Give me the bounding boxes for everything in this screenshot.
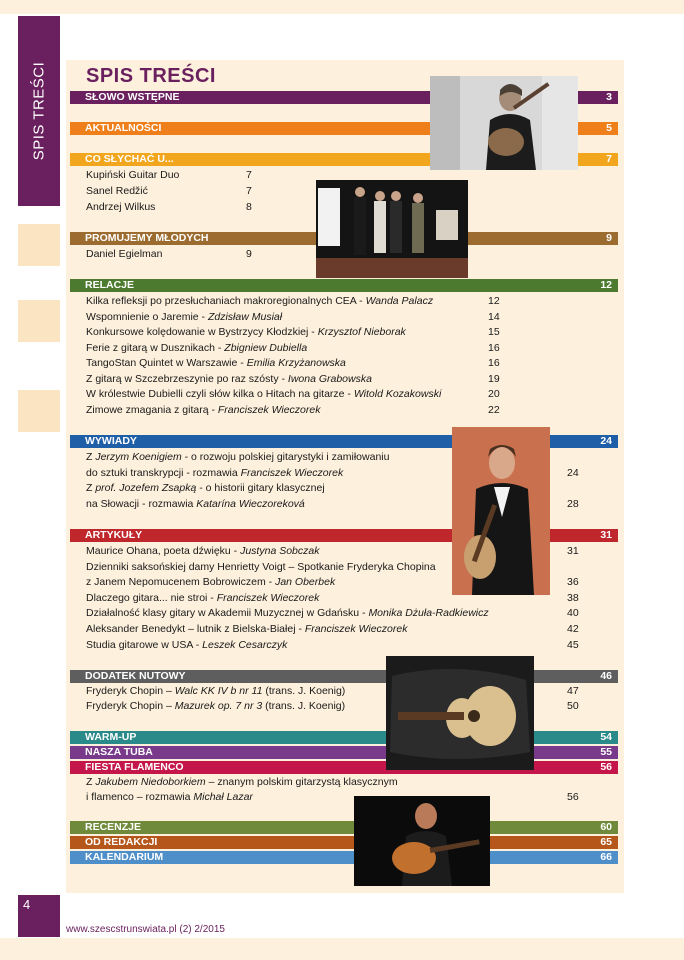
item-page: 40 — [567, 607, 579, 619]
list-item[interactable]: Studia gitarowe w USA - Leszek Cesarczyk — [86, 639, 288, 651]
list-item[interactable]: Sanel Redžić — [86, 185, 148, 197]
list-item[interactable]: Dlaczego gitara... nie stroi - Franciszek Wieczorek — [86, 592, 320, 604]
item-page: 16 — [488, 342, 500, 354]
section-bar-aktualnosci[interactable]: AKTUALNOŚCI 5 — [70, 122, 618, 135]
list-item[interactable]: Aleksander Benedykt – lutnik z Bielska-Białej - Franciszek Wieczorek — [86, 623, 408, 635]
list-item[interactable]: Działalność klasy gitary w Akademii Muzycznej w Gdańsku - Monika Dżuła-Radkiewicz — [86, 607, 489, 619]
item-page: 16 — [488, 357, 500, 369]
section-bar-nasza-tuba[interactable]: NASZA TUBA 55 — [70, 746, 618, 759]
side-decor-box — [18, 390, 60, 432]
section-bar-warm-up[interactable]: WARM-UP 54 — [70, 731, 618, 744]
side-tab-label: SPIS TREŚCI — [30, 61, 48, 161]
list-item[interactable]: z Janem Nepomucenem Bobrowiczem - Jan Oberbek — [86, 576, 336, 588]
list-item[interactable]: Z gitarą w Szczebrzeszynie po raz szósty - Iwona Grabowska — [86, 373, 372, 385]
list-item[interactable]: Wspomnienie o Jaremie - Zdzisław Musiał — [86, 311, 283, 323]
list-item[interactable]: Andrzej Wilkus — [86, 201, 156, 213]
section-bar-co-slychac[interactable]: CO SŁYCHAĆ U... 7 — [70, 153, 618, 166]
item-page: 38 — [567, 592, 579, 604]
item-page: 22 — [488, 404, 500, 416]
section-bar-od-redakcji[interactable]: OD REDAKCJI 65 — [70, 836, 618, 849]
item-page: 24 — [567, 467, 579, 479]
group-photo — [316, 180, 468, 278]
list-item[interactable]: Fryderyk Chopin – Mazurek op. 7 nr 3 (trans. J. Koenig) — [86, 700, 346, 712]
list-item[interactable]: i flamenco – rozmawia Michał Lazar — [86, 791, 253, 803]
list-item[interactable]: do sztuki transkrypcji - rozmawia Franciszek Wieczorek — [86, 467, 344, 479]
list-item[interactable]: Zimowe zmagania z gitarą - Franciszek Wieczorek — [86, 404, 321, 416]
item-page: 20 — [488, 388, 500, 400]
item-page: 47 — [567, 685, 579, 697]
list-item[interactable]: na Słowacji - rozmawia Katarína Wieczoreková — [86, 498, 305, 510]
list-item[interactable]: Z Jerzym Koenigiem - o rozwoju polskiej gitarystyki i zamiłowaniu — [86, 451, 390, 463]
side-decor-box — [18, 300, 60, 342]
section-bar-wywiady[interactable]: WYWIADY 24 — [70, 435, 618, 448]
list-item[interactable]: Z prof. Jozefem Zsapką - o historii gitary klasycznej — [86, 482, 325, 494]
item-page: 42 — [567, 623, 579, 635]
item-page: 8 — [246, 201, 252, 213]
item-page: 14 — [488, 311, 500, 323]
list-item[interactable]: Kilka refleksji po przesłuchaniach makroregionalnych CEA - Wanda Palacz — [86, 295, 434, 307]
section-bar-dodatek-nutowy[interactable]: DODATEK NUTOWY 46 — [70, 670, 618, 683]
item-page: 15 — [488, 326, 500, 338]
section-bar-recenzje[interactable]: RECENZJE 60 — [70, 821, 618, 834]
bottom-margin-strip — [0, 938, 684, 960]
section-bar-fiesta-flamenco[interactable]: FIESTA FLAMENCO 56 — [70, 761, 618, 774]
footer-url[interactable]: www.szescstrunswiata.pl (2) 2/2015 — [66, 924, 225, 935]
item-page: 12 — [488, 295, 500, 307]
list-item[interactable]: Konkursowe kolędowanie w Bystrzycy Kłodzkiej - Krzysztof Nieborak — [86, 326, 406, 338]
list-item[interactable]: Dzienniki saksońskiej damy Henrietty Voigt – Spotkanie Fryderyka Chopina — [86, 561, 436, 573]
list-item[interactable]: Fryderyk Chopin – Walc KK IV b nr 11 (trans. J. Koenig) — [86, 685, 346, 697]
list-item[interactable]: Z Jakubem Niedoborkiem – znanym polskim gitarzystą klasycznym — [86, 776, 398, 788]
list-item[interactable]: Ferie z gitarą w Dusznikach - Zbigniew Dubiella — [86, 342, 308, 354]
item-page: 50 — [567, 700, 579, 712]
page-number-box — [18, 895, 60, 937]
side-tab — [18, 16, 60, 206]
item-page: 56 — [567, 791, 579, 803]
section-bar-artykuly[interactable]: ARTYKUŁY 31 — [70, 529, 618, 542]
top-margin-strip — [0, 0, 684, 14]
guitar-case-photo — [386, 656, 534, 770]
section-bar-kalendarium[interactable]: KALENDARIUM 66 — [70, 851, 618, 864]
item-page: 36 — [567, 576, 579, 588]
section-bar-promujemy[interactable]: PROMUJEMY MŁODYCH 9 — [70, 232, 618, 245]
list-item[interactable]: Kupiński Guitar Duo — [86, 169, 180, 181]
item-page: 31 — [567, 545, 579, 557]
guitarist-tuxedo-photo — [452, 427, 550, 595]
item-page: 19 — [488, 373, 500, 385]
page-title: SPIS TREŚCI — [86, 65, 216, 87]
section-bar-slowo-wstepne[interactable]: SŁOWO WSTĘPNE 3 — [70, 91, 618, 104]
section-bar-relacje[interactable]: RELACJE 12 — [70, 279, 618, 292]
guitarist-portrait-photo — [430, 76, 578, 170]
page-number: 4 — [23, 897, 31, 912]
item-page: 28 — [567, 498, 579, 510]
list-item[interactable]: TangoStan Quintet w Warszawie - Emilia Krzyżanowska — [86, 357, 346, 369]
item-page: 45 — [567, 639, 579, 651]
flamenco-guitarist-photo — [354, 796, 490, 886]
item-page: 7 — [246, 169, 252, 181]
list-item[interactable]: Maurice Ohana, poeta dźwięku - Justyna Sobczak — [86, 545, 320, 557]
list-item[interactable]: Daniel Egielman — [86, 248, 163, 260]
list-item[interactable]: W królestwie Dubielli czyli słów kilka o Hitach na gitarze - Witold Kozakowski — [86, 388, 442, 400]
side-decor-box — [18, 224, 60, 266]
item-page: 9 — [246, 248, 252, 260]
item-page: 7 — [246, 185, 252, 197]
